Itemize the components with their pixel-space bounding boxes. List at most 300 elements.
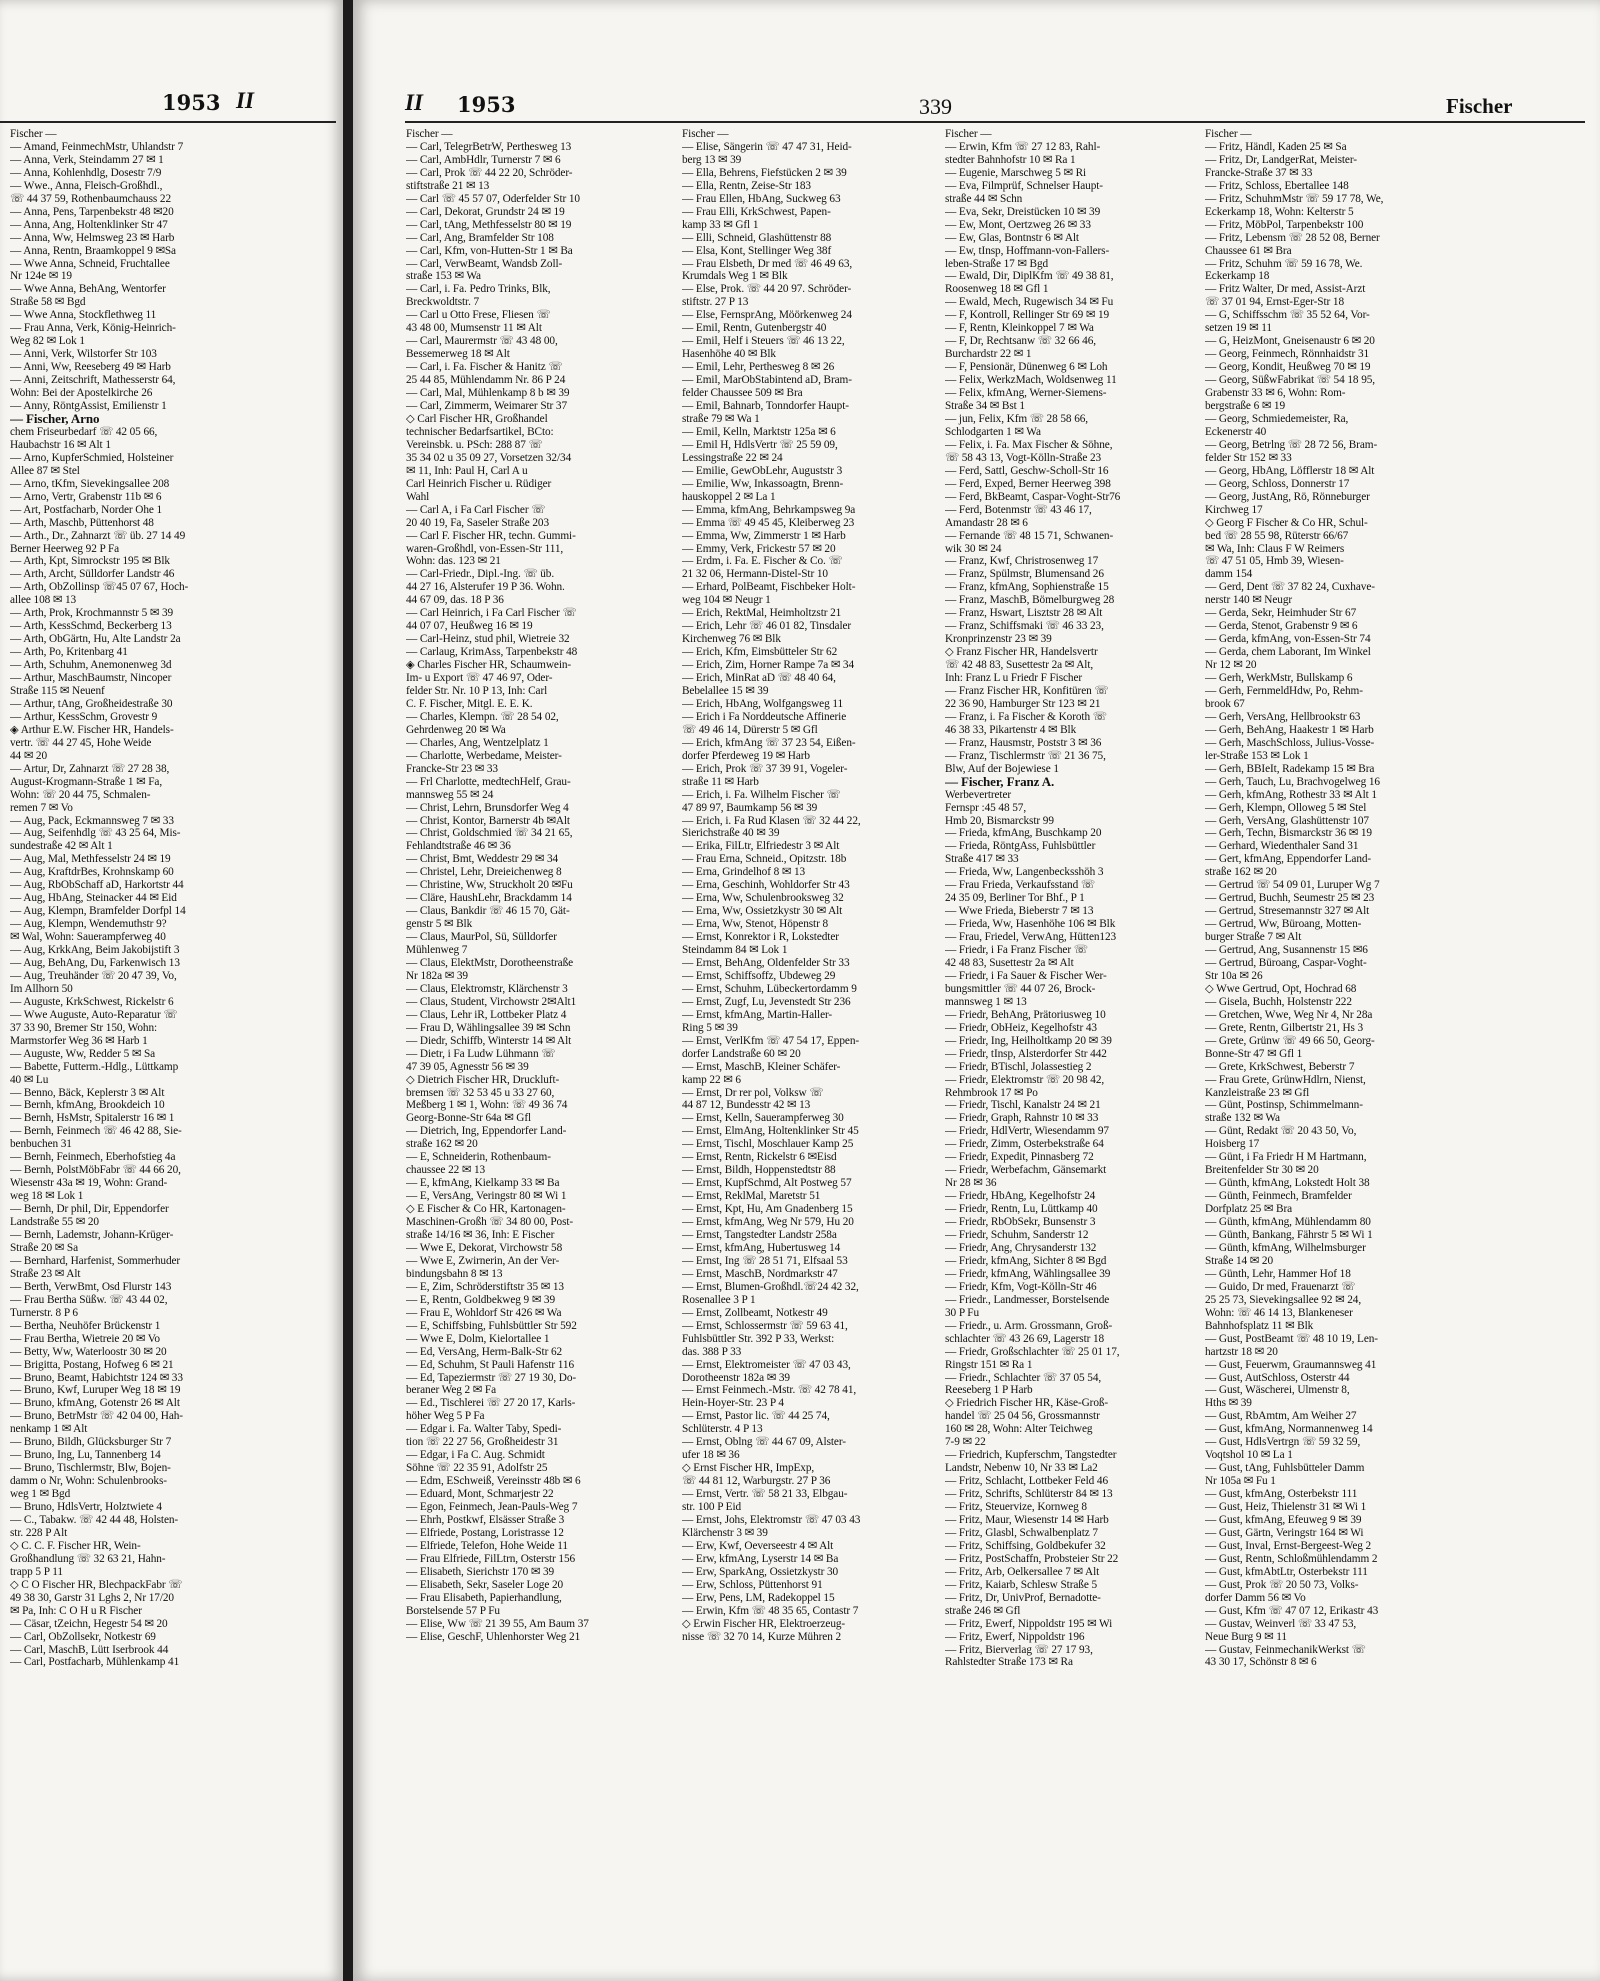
directory-entry-line: — Claus, Lehr iR, Lottbeker Platz 4 [406, 1008, 567, 1021]
directory-entry-line: — Gerh, Techn, Bismarckstr 36 ✉ 19 [1205, 827, 1372, 840]
book-gutter [343, 0, 353, 1981]
directory-entry-line: — Eduard, Mont, Schmarjestr 22 [406, 1488, 554, 1501]
directory-entry-line: — Bertha, Neuhöfer Brückenstr 1 [10, 1319, 161, 1332]
directory-entry-line: Blw, Auf der Bojewiese 1 [945, 762, 1059, 775]
directory-entry-line: — Felix, kfmAng, Werner-Siemens- [945, 387, 1107, 400]
directory-entry-line: 47 89 97, Baumkamp 56 ✉ 39 [682, 801, 818, 814]
directory-entry-line: — Gust, RbAmtm, Am Weiher 27 [1205, 1410, 1357, 1423]
directory-entry-line: dorfer Landstraße 60 ✉ 20 [682, 1047, 801, 1060]
directory-entry-line: — Ernst, BehAng, Oldenfelder Str 33 [682, 957, 850, 969]
directory-entry-line: ☏ 42 48 83, Susettestr 2a ✉ Alt, [945, 659, 1094, 672]
directory-entry-line: felder Str 152 ✉ 33 [1205, 451, 1292, 464]
directory-entry-line: — Claus, Bankdir ☏ 46 15 70, Gät- [406, 905, 570, 918]
directory-entry-line: — Ernst, Elektromeister ☏ 47 03 43, [682, 1358, 851, 1371]
directory-entry-line: — Ernst, Zollbeamt, Notkestr 49 [682, 1306, 828, 1319]
directory-entry-line: ◈ Arthur E.W. Fischer HR, Handels- [10, 723, 174, 736]
directory-entry-line: — Art, Postfacharb, Norder Ohe 1 [10, 503, 163, 516]
directory-entry-line: — Gust, kfmAng, Normannenweg 14 [1205, 1423, 1373, 1436]
directory-entry-line: — Günth, kfmAng, Wilhelmsburger [1205, 1241, 1366, 1254]
directory-entry-line: — Erw, SparkAng, Ossietzkystr 30 [682, 1565, 839, 1578]
directory-entry-line: ufer 18 ✉ 36 [682, 1449, 740, 1462]
directory-entry-line: ◇ C. C. F. Fischer HR, Wein- [10, 1539, 141, 1552]
directory-entry-line: — Arth, Po, Kritenbarg 41 [10, 646, 128, 659]
directory-entry-line: — Friedr, kfmAng, Wählingsallee 39 [945, 1267, 1111, 1280]
directory-entry-line: — Carl, i. Fa. Pedro Trinks, Blk, [406, 283, 551, 296]
directory-entry-line: felder Chaussee 509 ✉ Bra [682, 387, 803, 400]
directory-entry-line: — Bruno, BetrMstr ☏ 42 04 00, Hah- [10, 1410, 183, 1423]
directory-entry-line: Gehrdenweg 20 ✉ Wa [406, 723, 506, 736]
directory-entry-line: — Gust, Feuerwm, Graumannsweg 41 [1205, 1358, 1377, 1371]
directory-entry-line: — Franz, Kwf, Christrosenweg 17 [945, 555, 1099, 568]
directory-entry-line: Str 10a ✉ 26 [1205, 969, 1263, 982]
directory-entry-line: — E, VersAng, Veringstr 80 ✉ Wi 1 [406, 1190, 567, 1203]
directory-entry-line: — Ernst, Ing ☏ 28 51 71, Elfsaal 53 [682, 1254, 848, 1267]
directory-entry-line: — Carl, VerwBeamt, Wandsb Zoll- [406, 257, 563, 270]
directory-entry-line: ☏ 44 81 12, Warburgstr. 27 P 36 [682, 1475, 831, 1488]
directory-entry-line: — Fritz, Händl, Kaden 25 ✉ Sa [1205, 140, 1347, 153]
directory-entry-line: Steindamm 84 ✉ Lok 1 [682, 944, 788, 957]
directory-entry-line: — Bernh, HsMstr, Spitalerstr 16 ✉ 1 [10, 1112, 175, 1125]
directory-entry-line: — Franz, Tischlermstr ☏ 21 36 75, [945, 749, 1106, 762]
directory-entry-line: — Gertrud, Ang, Susannenstr 15 ✉6 [1205, 944, 1368, 957]
directory-entry-line: 160 ✉ 28, Wohn: Alter Teichweg [945, 1423, 1093, 1436]
directory-entry-line: bergstraße 6 ✉ 19 [1205, 400, 1286, 413]
directory-entry-line: — Franz, Spülmstr, Blumensand 26 [945, 568, 1104, 581]
directory-entry-line: trapp 5 P 11 [10, 1565, 63, 1578]
directory-entry-line: ◇ E Fischer & Co HR, Kartonagen- [406, 1203, 566, 1216]
directory-entry-line: — Gust, Inval, Ernst-Bergeest-Weg 2 [1205, 1539, 1372, 1552]
directory-entry-line: — Georg, Kondit, Heußweg 70 ✉ 19 [1205, 361, 1371, 374]
directory-entry-line: — Friedr, Kfm, Vogt-Kölln-Str 46 [945, 1280, 1097, 1293]
directory-entry-line: genstr 5 ✉ Blk [406, 918, 473, 931]
directory-entry-line: — Ernst, ElmAng, Holtenklinker Str 45 [682, 1125, 859, 1138]
directory-entry-line: Eckenerstr 40 [1205, 425, 1267, 438]
directory-entry-line: 43 48 00, Mumsenstr 11 ✉ Alt [406, 322, 542, 335]
directory-entry-line: Chaussee 61 ✉ Bra [1205, 244, 1292, 257]
directory-entry-line: stiftstraße 21 ✉ 13 [406, 179, 490, 192]
directory-entry-line: — Bruno, Beamt, Habichtstr 124 ✉ 33 [10, 1371, 183, 1384]
directory-entry-line: — Christ, Kontor, Barnerstr 4b ✉Alt [406, 814, 570, 827]
directory-entry-line: — Gust, Prok ☏ 20 50 73, Volks- [1205, 1578, 1359, 1591]
directory-entry-line: ✉ Pa, Inh: C O H u R Fischer [10, 1604, 142, 1617]
directory-entry-line: — Franz, i. Fa Fischer & Koroth ☏ [945, 710, 1107, 723]
directory-entry-line: — Arth, Schuhm, Anemonenweg 3d [10, 659, 172, 672]
directory-entry-line: — Bernh, Lademstr, Johann-Krüger- [10, 1229, 174, 1242]
directory-entry-line: burger Straße 7 ✉ Alt [1205, 931, 1302, 944]
directory-entry-line: Bebelallee 15 ✉ 39 [682, 684, 769, 697]
directory-entry-line: — Cäsar, tZeichn, Hegestr 54 ✉ 20 [10, 1617, 168, 1630]
directory-entry-line: — Gertrud, Büroang, Caspar-Voght- [1205, 957, 1367, 969]
directory-entry-line: Roosenweg 18 ✉ Gfl 1 [945, 283, 1049, 296]
directory-entry-line: Im Allhorn 50 [10, 982, 73, 995]
directory-entry-line: — Friedr, RbObSekr, Bunsenstr 3 [945, 1216, 1096, 1229]
directory-entry-line: Landstraße 55 ✉ 20 [10, 1216, 99, 1229]
directory-entry-line: — E, Schneiderin, Rothenbaum- [406, 1151, 551, 1164]
directory-entry-line: — Wwe E, Zwirnerin, An der Ver- [406, 1254, 560, 1267]
directory-entry-line: — Gertrud ☏ 54 09 01, Luruper Wg 7 [1205, 879, 1380, 892]
directory-entry-line: — Franz, Hswart, Lisztstr 28 ✉ Alt [945, 607, 1103, 620]
directory-entry-line: ◇ Dietrich Fischer HR, Druckluft- [406, 1073, 560, 1086]
directory-entry-line: Wahl [406, 490, 430, 503]
directory-entry-line: — E, kfmAng, Kielkamp 33 ✉ Ba [406, 1177, 560, 1190]
directory-entry-line: — Franz, MaschB, Bömelburgweg 28 [945, 594, 1115, 607]
directory-entry-line: — Wwe Auguste, Auto-Reparatur ☏ [10, 1008, 178, 1021]
directory-entry-line: 43 30 17, Schönstr 8 ✉ 6 [1205, 1656, 1317, 1669]
directory-entry-line: — Bernh, Dr phil, Dir, Eppendorfer [10, 1203, 169, 1216]
directory-entry-line: — Christel, Lehr, Dreieichenweg 8 [406, 866, 562, 879]
directory-entry-line: — Benno, Bäck, Keplerstr 3 ✉ Alt [10, 1086, 165, 1099]
directory-entry-line: — Amand, FeinmechMstr, Uhlandstr 7 [10, 140, 184, 153]
directory-entry-line: tion ☏ 22 27 56, Großheidestr 31 [406, 1436, 559, 1449]
directory-entry-line: — Arthur, MaschBaumstr, Nincoper [10, 672, 172, 685]
directory-entry-line: — Friedr, Zimm, Osterbekstraße 64 [945, 1138, 1104, 1151]
directory-entry-line: — Friedr, Expedit, Pinnasberg 72 [945, 1151, 1094, 1164]
directory-entry-line: — Anna, Verk, Steindamm 27 ✉ 1 [10, 153, 164, 166]
directory-entry-line: Hein-Hoyer-Str. 23 P 4 [682, 1397, 784, 1410]
directory-entry-line: Nr 124e ✉ 19 [10, 270, 72, 283]
directory-entry-line: — Gust, Heiz, Thielenstr 31 ✉ Wi 1 [1205, 1501, 1367, 1514]
directory-entry-line: — Franz Fischer HR, Konfitüren ☏ [945, 684, 1109, 697]
directory-entry-line: Breckwoldtstr. 7 [406, 296, 480, 309]
directory-entry-line: — Carl, tAng, Methfesselstr 80 ✉ 19 [406, 218, 572, 231]
directory-entry-line: — Aug, Klempn, Wendemuthstr 9? [10, 918, 167, 931]
directory-entry-line: — Carl-Heinz, stud phil, Wietreie 32 [406, 633, 570, 646]
directory-entry-line: — Gust, kfmAbtLtr, Osterbekstr 111 [1205, 1565, 1368, 1578]
directory-entry-line: C. F. Fischer, Mitgl. E. E. K. [406, 697, 533, 710]
directory-entry-line: — Claus, ElektMstr, Dorotheenstraße [406, 957, 574, 969]
directory-entry-line: ◇ Ernst Fischer HR, ImpExp, [682, 1462, 815, 1475]
directory-entry-line: — Ernst, Blumen-Großhdl.☏24 42 32, [682, 1280, 859, 1293]
directory-entry-line: — Artur, Dr, Zahnarzt ☏ 27 28 38, [10, 762, 170, 775]
directory-entry-line: — Frau Elisabeth, Papierhandlung, [406, 1591, 562, 1604]
directory-entry-line: mannsweg 1 ✉ 13 [945, 995, 1027, 1008]
directory-entry-line: ☏ 49 46 14, Dürerstr 5 ✉ Gfl [682, 723, 818, 736]
directory-entry-line: — Ernst Feinmech.-Mstr. ☏ 42 78 41, [682, 1384, 857, 1397]
directory-entry-line: — Erw, Schloss, Püttenhorst 91 [682, 1578, 823, 1591]
directory-entry-line: — Ernst, kfmAng, Martin-Haller- [682, 1008, 833, 1021]
directory-entry-line: — Gust, kfmAng, Efeuweg 9 ✉ 39 [1205, 1513, 1362, 1526]
directory-entry-line: — Claus, Student, Virchowstr 2✉Alt1 [406, 995, 577, 1008]
directory-entry-line: — Gertrud, Stresemannstr 327 ✉ Alt [1205, 905, 1370, 918]
directory-entry-line: — Frieda, RöntgAss, Fuhlsbüttler [945, 840, 1096, 853]
directory-entry-line: — Ernst, Bildh, Hoppenstedtstr 88 [682, 1164, 836, 1177]
right-header-year: 1953 [457, 92, 516, 117]
directory-entry-line: Rehmbrook 17 ✉ Po [945, 1086, 1038, 1099]
directory-entry-line: — Gerh, FernmeldHdw, Po, Rehm- [1205, 684, 1363, 697]
directory-entry-line: — Elise, Sängerin ☏ 47 47 31, Heid- [682, 140, 852, 153]
directory-entry-line: — Aug, Klempn, Bramfelder Dorfpl 14 [10, 905, 186, 918]
directory-entry-line: — Elli, Schneid, Glashüttenstr 88 [682, 231, 832, 244]
directory-entry-line: Söhne ☏ 22 35 91, Adolfstr 25 [406, 1462, 548, 1475]
directory-entry-line: bindungsbahn 8 ✉ 13 [406, 1267, 503, 1280]
directory-entry-line: damm o Nr, Wohn: Schulenbrooks- [10, 1475, 167, 1488]
directory-entry-line: — Günth, kfmAng, Mühlendamm 80 [1205, 1216, 1371, 1229]
directory-entry-line: straße 162 ✉ 20 [406, 1138, 478, 1151]
directory-entry-line: — Gustav, Weinverl ☏ 33 47 53, [1205, 1617, 1357, 1630]
directory-entry-line: — Frau, Friedel, VerwAng, Hütten123 [945, 931, 1117, 944]
directory-entry-line: — Gerh, VersAng, Hellbrookstr 63 [1205, 710, 1361, 723]
directory-entry-line: — Frau Elfriede, FilLtrn, Osterstr 156 [406, 1552, 576, 1565]
directory-entry-line: Großhandlung ☏ 32 63 21, Hahn- [10, 1552, 166, 1565]
directory-entry-line: — Georg, Feinmech, Rönnhaidstr 31 [1205, 348, 1370, 361]
directory-entry-line: benbuchen 31 [10, 1138, 72, 1151]
directory-entry-line: — Ernst, Konrektor i R, Lokstedter [682, 931, 839, 944]
directory-entry-line: — Arth, KessSchmd, Beckerberg 13 [10, 620, 172, 633]
left-page [0, 0, 343, 1981]
directory-entry-line: — Carl, Zimmerm, Weimarer Str 37 [406, 400, 568, 413]
directory-entry-line: str. 100 P Eid [682, 1501, 742, 1514]
directory-entry-line: — Bernh, PolstMöbFabr ☏ 44 66 20, [10, 1164, 181, 1177]
directory-entry-line: 24 35 09, Berliner Tor Bhf., P 1 [945, 892, 1085, 905]
directory-entry-line: — Günt, i Fa Friedr H M Hartmann, [1205, 1151, 1367, 1164]
directory-entry-line: Carl Heinrich Fischer u. Rüdiger [406, 477, 552, 490]
directory-entry-line: Rahlstedter Straße 173 ✉ Ra [945, 1656, 1073, 1669]
directory-entry-line: — Gerh, Tauch, Lu, Brachvogelweg 16 [1205, 775, 1380, 788]
directory-entry-line: Hths ✉ 39 [1205, 1397, 1252, 1410]
directory-entry-line: ☏ 47 51 05, Hmb 39, Wiesen- [1205, 555, 1344, 568]
directory-entry-line: — Anna, Ang, Holtenklinker Str 47 [10, 218, 168, 231]
directory-entry-line: — Ernst, ReklMal, Maretstr 51 [682, 1190, 821, 1203]
directory-entry-line: — Emil, Kelln, Marktstr 125a ✉ 6 [682, 425, 836, 438]
right-page-header [353, 84, 1600, 118]
directory-entry-line: — Aug, Pack, Eckmannsweg 7 ✉ 33 [10, 814, 174, 827]
directory-entry-line: — Ernst, VerlKfm ☏ 47 54 17, Eppen- [682, 1034, 860, 1047]
directory-entry-line: — Georg, HbAng, Löfflerstr 18 ✉ Alt [1205, 464, 1375, 477]
directory-entry-line: — Arthur, KessSchm, Grovestr 9 [10, 710, 158, 723]
directory-entry-line: — Elfriede, Telefon, Hohe Weide 11 [406, 1539, 568, 1552]
directory-entry-line: felder Str. Nr. 10 P 13, Inh: Carl [406, 684, 548, 697]
directory-entry-line: 44 ✉ 20 [10, 749, 48, 762]
directory-entry-line: — Carl ☏ 45 57 07, Oderfelder Str 10 [406, 192, 580, 205]
directory-entry-line: Fischer — [10, 128, 57, 140]
directory-entry-line: — Erwin, Kfm ☏ 27 12 83, Rahl- [945, 140, 1101, 153]
directory-entry-line: Krumdals Weg 1 ✉ Blk [682, 270, 788, 283]
directory-entry-line: — Gertrud, Buchh, Seumestr 25 ✉ 23 [1205, 892, 1375, 905]
directory-entry-line: — Arthur, tAng, Großheidestraße 30 [10, 697, 173, 710]
directory-entry-line: Bonne-Str 47 ✉ Gfl 1 [1205, 1047, 1303, 1060]
directory-entry-line: — Ed, VersAng, Herm-Balk-Str 62 [406, 1345, 563, 1358]
directory-entry-line: — Ed., Tischlerei ☏ 27 20 17, Karls- [406, 1397, 576, 1410]
directory-entry-line: — Friedr, i Fa Sauer & Fischer Wer- [945, 969, 1107, 982]
directory-entry-line: — Dietr, i Fa Ludw Lühmann ☏ [406, 1047, 556, 1060]
directory-entry-line: Straße 58 ✉ Bgd [10, 296, 86, 309]
directory-entry-line: — Brigitta, Postang, Hofweg 6 ✉ 21 [10, 1358, 174, 1371]
directory-entry-line: — Grete, Rentn, Gilbertstr 21, Hs 3 [1205, 1021, 1364, 1034]
directory-entry-line: — Frau Grete, GrünwHdlrn, Nienst, [1205, 1073, 1366, 1086]
directory-column-2 [682, 128, 882, 1644]
directory-entry-line: — Fritz, Schrifts, Schlüterstr 84 ✉ 13 [945, 1488, 1113, 1501]
directory-entry-line: — Ernst, Kelln, Sauerampferweg 30 [682, 1112, 844, 1125]
directory-entry-line: 25 25 73, Sievekingsallee 92 ✉ 24, [1205, 1293, 1362, 1306]
directory-entry-line: — Friedr, Ing, Heilholtkamp 20 ✉ 39 [945, 1034, 1112, 1047]
directory-entry-line: — Günth, Bankang, Fährstr 5 ✉ Wi 1 [1205, 1229, 1373, 1242]
directory-entry-line: — Emilie, GewObLehr, Auguststr 3 [682, 464, 843, 477]
directory-entry-line: — Gustav, FeinmechanikWerkst ☏ [1205, 1643, 1366, 1656]
directory-entry-line: — Frau Elsbeth, Dr med ☏ 46 49 63, [682, 257, 853, 270]
directory-entry-line: — Erna, Grindelhof 8 ✉ 13 [682, 866, 806, 879]
directory-entry-line: — Fritz, Glasbl, Schwalbenplatz 7 [945, 1526, 1098, 1539]
directory-entry-line: weg 18 ✉ Lok 1 [10, 1190, 84, 1203]
directory-entry-line: — Arth, Prok, Krochmannstr 5 ✉ 39 [10, 607, 174, 620]
directory-entry-line: Berner Heerweg 92 P Fa [10, 542, 120, 555]
directory-entry-line: — Carl, Maurermstr ☏ 43 48 00, [406, 335, 558, 348]
directory-entry-line: — Fischer, Franz A. [945, 775, 1055, 789]
directory-entry-line: — Emil, Bahnarb, Tonndorfer Haupt- [682, 400, 849, 413]
directory-entry-line: — Friedr, i Fa Franz Fischer ☏ [945, 944, 1088, 957]
directory-entry-line: dorfer Pferdeweg 19 ✉ Harb [682, 749, 810, 762]
directory-entry-line: Amandastr 28 ✉ 6 [945, 516, 1028, 529]
directory-entry-line: — Eva, Filmprüf, Schnelser Haupt- [945, 179, 1103, 192]
directory-entry-line: Fischer — [945, 128, 992, 140]
directory-entry-line: — Erich, HbAng, Wolfgangsweg 11 [682, 697, 844, 710]
directory-entry-line: bremsen ☏ 32 53 45 u 33 27 60, [406, 1086, 555, 1099]
directory-entry-line: — Arth., Dr., Zahnarzt ☏ üb. 27 14 49 [10, 529, 186, 542]
directory-entry-line: — Carl u Otto Frese, Fliesen ☏ [406, 309, 551, 322]
directory-entry-line: — Christ, Bmt, Weddestr 29 ✉ 34 [406, 853, 559, 866]
directory-entry-line: — Georg, Schloss, Donnerstr 17 [1205, 477, 1350, 490]
directory-entry-line: — Arth, ObZollinsp ☏45 07 67, Hoch- [10, 581, 189, 594]
directory-entry-line: — Fritz, Ewerf, Nippoldstr 196 [945, 1630, 1085, 1643]
directory-entry-line: — Friedrich, Kupferschm, Tangstedter [945, 1449, 1117, 1462]
left-header-rule [0, 121, 336, 123]
directory-entry-line: mannsweg 55 ✉ 24 [406, 788, 494, 801]
directory-entry-line: weg 104 ✉ Neugr 1 [682, 594, 771, 607]
directory-column-4 [1205, 128, 1410, 1669]
directory-entry-line: — Claus, Elektromstr, Klärchenstr 3 [406, 982, 568, 995]
directory-entry-line: Ringstr 151 ✉ Ra 1 [945, 1358, 1033, 1371]
directory-entry-line: — Fritz, Schlacht, Lottbeker Feld 46 [945, 1475, 1108, 1488]
directory-entry-line: — Carl-Friedr., Dipl.-Ing. ☏ üb. [406, 568, 555, 581]
directory-entry-line: Eckerkamp 18 [1205, 270, 1270, 283]
directory-entry-line: — Charles, Ang, Wentzelplatz 1 [406, 736, 549, 749]
directory-entry-line: — Arno, KupferSchmied, Holsteiner [10, 451, 174, 464]
directory-entry-line: — Fritz, Steuervize, Kornweg 8 [945, 1501, 1087, 1514]
directory-entry-line: — Elfriede, Postang, Loristrasse 12 [406, 1526, 564, 1539]
directory-entry-line: — Gust, Kfm ☏ 47 07 12, Erikastr 43 [1205, 1604, 1379, 1617]
directory-entry-line: Schlodgarten 1 ✉ Wa [945, 425, 1041, 438]
directory-entry-line: straße 11 ✉ Harb [682, 775, 759, 788]
directory-entry-line: — F, Pensionär, Dünenweg 6 ✉ Loh [945, 361, 1108, 374]
directory-entry-line: — Arth, Maschb, Püttenhorst 48 [10, 516, 154, 529]
directory-entry-line: — Frau Anna, Verk, König-Heinrich- [10, 322, 176, 335]
directory-entry-line: — Erika, FilLtr, Elfriedestr 3 ✉ Alt [682, 840, 840, 853]
directory-entry-line: — Erw, kfmAng, Lyserstr 14 ✉ Ba [682, 1552, 839, 1565]
directory-entry-line: — Friedr, BehAng, Prätoriusweg 10 [945, 1008, 1106, 1021]
directory-entry-line: — Fritz, Lebensm ☏ 28 52 08, Berner [1205, 231, 1380, 244]
directory-entry-line: höher Weg 5 P Fa [406, 1410, 485, 1423]
directory-entry-line: Borstelsende 57 P Fu [406, 1604, 500, 1617]
directory-entry-line: — Friedr, HbAng, Kegelhofstr 24 [945, 1190, 1096, 1203]
directory-entry-line: — Erdm, i. Fa. E. Fischer & Co. ☏ [682, 555, 843, 568]
directory-entry-line: straße 44 ✉ Schn [945, 192, 1023, 205]
directory-entry-line: Turnerstr. 8 P 6 [10, 1306, 78, 1319]
left-header-year: 1953 [162, 90, 221, 115]
directory-entry-line: — Frau Bertha, Wietreie 20 ✉ Vo [10, 1332, 160, 1345]
directory-entry-line: — Friedr, kfmAng, Sichter 8 ✉ Bgd [945, 1254, 1107, 1267]
directory-entry-line: wik 30 ✉ 24 [945, 542, 1002, 555]
directory-entry-line: — Erich, i. Fa. Wilhelm Fischer ☏ [682, 788, 841, 801]
directory-entry-line: — Friedr, Großschlachter ☏ 25 01 17, [945, 1345, 1120, 1358]
directory-entry-line: ◇ Georg F Fischer & Co HR, Schul- [1205, 516, 1368, 529]
directory-entry-line: — Anni, Verk, Wilstorfer Str 103 [10, 348, 157, 361]
directory-entry-line: — Ernst, MaschB, Kleiner Schäfer- [682, 1060, 841, 1073]
directory-entry-line: — Bernh, kfmAng, Brookdeich 10 [10, 1099, 165, 1112]
directory-entry-line: — Günth, Lehr, Hammer Hof 18 [1205, 1267, 1351, 1280]
directory-entry-line: — Emil, MarObStabintend aD, Bram- [682, 374, 852, 387]
directory-entry-line: — Friedr., u. Arm. Grossmann, Groß- [945, 1319, 1113, 1332]
directory-entry-line: — Emil, Lehr, Perthesweg 8 ✉ 26 [682, 361, 835, 374]
directory-entry-line: Kronprinzenstr 23 ✉ 39 [945, 633, 1052, 646]
directory-entry-line: — Friedr, Ang, Chrysanderstr 132 [945, 1241, 1097, 1254]
directory-entry-line: Nr 28 ✉ 36 [945, 1177, 997, 1190]
directory-entry-line: — Fritz, Dr, UnivProf, Bernadotte- [945, 1591, 1101, 1604]
directory-entry-line: schlachter ☏ 43 26 69, Lagerstr 18 [945, 1332, 1105, 1345]
directory-entry-line: — Gerhard, Wiedenthaler Sand 31 [1205, 840, 1359, 853]
directory-entry-line: straße 153 ✉ Wa [406, 270, 481, 283]
directory-entry-line: — Aug, KraftdrBes, Krohnskamp 60 [10, 866, 174, 879]
directory-entry-line: — Ed, Schuhm, St Pauli Hafenstr 116 [406, 1358, 575, 1371]
directory-entry-line: Klärchenstr 3 ✉ 39 [682, 1526, 768, 1539]
directory-entry-line: 22 36 90, Hamburger Str 123 ✉ 21 [945, 697, 1101, 710]
directory-entry-line: damm 154 [1205, 568, 1253, 581]
directory-entry-line: — Ella, Behrens, Fiefstücken 2 ✉ 39 [682, 166, 847, 179]
directory-entry-line: — Bruno, Tischlermstr, Blw, Bojen- [10, 1462, 171, 1475]
directory-entry-line: — Ew, tInsp, Hoffmann-von-Fallers- [945, 244, 1110, 257]
directory-entry-line: — Guido, Dr med, Frauenarzt ☏ [1205, 1280, 1356, 1293]
directory-entry-line: — Carl, Kfm, von-Hutten-Str 1 ✉ Ba [406, 244, 573, 257]
directory-entry-line: Reeseberg 1 P Harb [945, 1384, 1033, 1397]
directory-column-1 [406, 128, 606, 1644]
directory-entry-line: — Friedr, Elektromstr ☏ 20 98 42, [945, 1073, 1105, 1086]
directory-entry-line: — Edgar i. Fa. Walter Taby, Spedi- [406, 1423, 562, 1436]
directory-entry-line: — Fritz, Arb, Oelkersallee 7 ✉ Alt [945, 1565, 1100, 1578]
directory-entry-line: — Fritz, Ewerf, Nippoldstr 195 ✉ Wi [945, 1617, 1113, 1630]
directory-entry-line: ◇ Erwin Fischer HR, Elektroerzeug- [682, 1617, 846, 1630]
directory-entry-line: Francke-Str 23 ✉ 33 [406, 762, 498, 775]
directory-entry-line: — Edgar, i Fa C. Aug. Schmidt [406, 1449, 545, 1462]
directory-entry-line: — Erna, Geschinh, Wohldorfer Str 43 [682, 879, 850, 892]
directory-entry-line: Straße 14 ✉ 20 [1205, 1254, 1273, 1267]
directory-entry-line: — Charlotte, Werbedame, Meister- [406, 749, 562, 762]
directory-entry-line: — F, Dr, Rechtsanw ☏ 32 66 46, [945, 335, 1096, 348]
directory-entry-line: — Gerda, Stenot, Grabenstr 9 ✉ 6 [1205, 620, 1358, 633]
directory-entry-line: — Grete, Grünw ☏ 49 66 50, Georg- [1205, 1034, 1375, 1047]
directory-entry-line: — Friedr, ObHeiz, Kegelhofstr 43 [945, 1021, 1097, 1034]
directory-entry-line: — Erich, RektMal, Heimholtzstr 21 [682, 607, 842, 620]
directory-entry-line: Sierichstraße 40 ✉ 39 [682, 827, 780, 840]
directory-entry-line: — Frieda, Ww, Hasenhöhe 106 ✉ Blk [945, 918, 1116, 931]
directory-entry-line: — Arno, Vertr, Grabenstr 11b ✉ 6 [10, 490, 162, 503]
directory-entry-line: — Ferd, BkBeamt, Caspar-Voght-Str76 [945, 490, 1121, 503]
directory-entry-line: — Christ, Goldschmied ☏ 34 21 65, [406, 827, 573, 840]
directory-entry-line: — Carl, AmbHdlr, Turnerstr 7 ✉ 6 [406, 153, 561, 166]
directory-entry-line: 49 38 30, Garstr 31 Lghs 2, Nr 17/20 [10, 1591, 174, 1604]
directory-entry-line: Bahnhofsplatz 11 ✉ Blk [1205, 1319, 1314, 1332]
directory-entry-line: Wohn: das. 123 ✉ 21 [406, 555, 501, 568]
directory-entry-line: — Friedr, Graph, Rahnstr 10 ✉ 33 [945, 1112, 1099, 1125]
directory-entry-line: setzen 19 ✉ 11 [1205, 322, 1272, 335]
directory-entry-line: — Fritz, PostSchaffn, Probsteier Str 22 [945, 1552, 1119, 1565]
directory-entry-line: — Erich i Fa Norddeutsche Affinerie [682, 710, 847, 723]
directory-entry-line: — Erna, Ww, Ossietzkystr 30 ✉ Alt [682, 905, 843, 918]
directory-entry-line: — Bernhard, Harfenist, Sommerhuder [10, 1254, 181, 1267]
directory-entry-line: Grabenstr 33 ✉ 6, Wohn: Rom- [1205, 387, 1346, 400]
directory-entry-line: — Fritz, Schloss, Ebertallee 148 [1205, 179, 1349, 192]
directory-entry-line: ☏ 58 43 13, Vogt-Kölln-Straße 23 [945, 451, 1102, 464]
directory-entry-line: — Erna, Ww, Stenot, Höpenstr 8 [682, 918, 829, 931]
directory-entry-line: Wohn: Bei der Apostelkirche 26 [10, 387, 153, 400]
directory-entry-line: — Gust, kfmAng, Osterbekstr 111 [1205, 1488, 1358, 1501]
